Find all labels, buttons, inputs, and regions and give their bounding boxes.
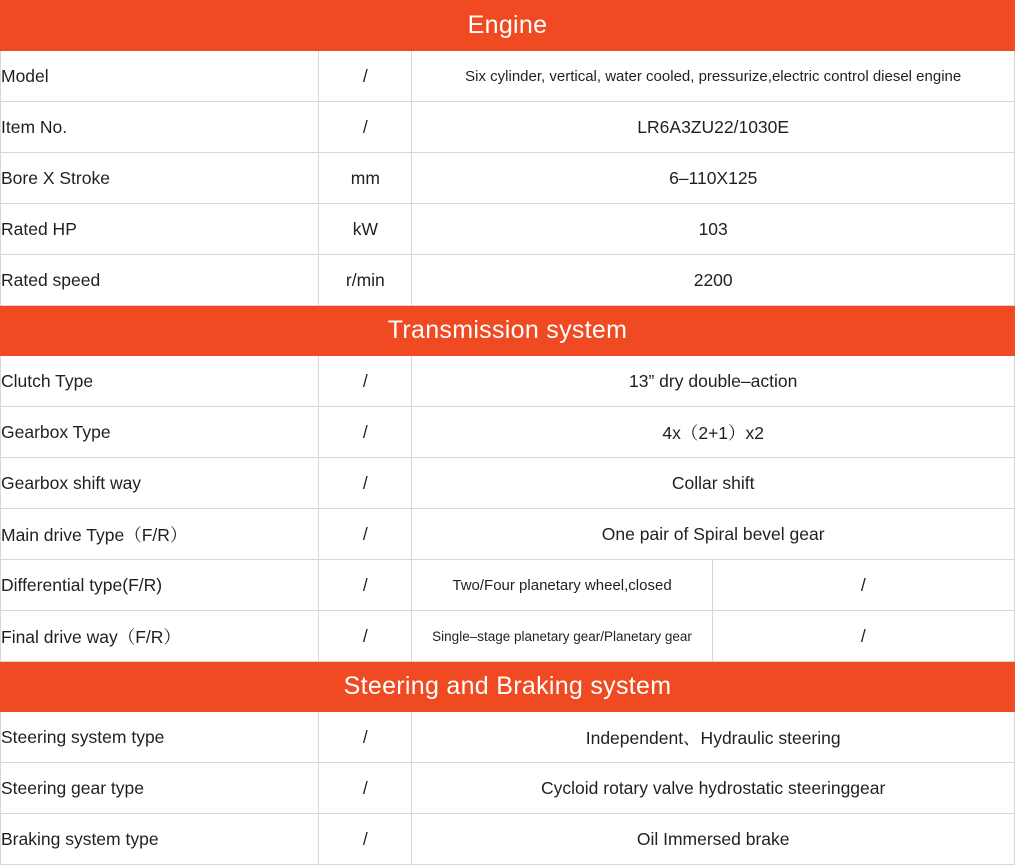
row-unit: mm bbox=[319, 153, 412, 204]
row-value: Two/Four planetary wheel,closed bbox=[412, 560, 712, 611]
row-value: Collar shift bbox=[412, 458, 1015, 509]
row-unit: / bbox=[319, 712, 412, 763]
section-heading: Transmission system bbox=[1, 306, 1015, 356]
row-unit: / bbox=[319, 814, 412, 865]
row-unit: / bbox=[319, 102, 412, 153]
table-row bbox=[1, 204, 1015, 255]
row-value: LR6A3ZU22/1030E bbox=[412, 102, 1015, 153]
row-value: 2200 bbox=[412, 255, 1015, 306]
row-value: 4x（2+1）x2 bbox=[412, 407, 1015, 458]
row-label: Final drive way（F/R） bbox=[1, 611, 319, 662]
table-row bbox=[1, 153, 1015, 204]
row-label: Clutch Type bbox=[1, 356, 319, 407]
row-label: Differential type(F/R) bbox=[1, 560, 319, 611]
table-row bbox=[1, 102, 1015, 153]
row-unit: / bbox=[319, 763, 412, 814]
table-row bbox=[1, 611, 1015, 662]
row-value: 6–110X125 bbox=[412, 153, 1015, 204]
row-label: Bore X Stroke bbox=[1, 153, 319, 204]
row-label: Model bbox=[1, 51, 319, 102]
row-unit: / bbox=[319, 560, 412, 611]
row-unit: / bbox=[319, 51, 412, 102]
row-value: One pair of Spiral bevel gear bbox=[412, 509, 1015, 560]
row-value: Single–stage planetary gear/Planetary gear bbox=[412, 611, 712, 662]
table-row bbox=[1, 458, 1015, 509]
table-row bbox=[1, 407, 1015, 458]
row-unit: r/min bbox=[319, 255, 412, 306]
section-heading-row bbox=[1, 1, 1015, 51]
table-row bbox=[1, 255, 1015, 306]
section-heading: Engine bbox=[1, 1, 1015, 51]
row-unit: / bbox=[319, 407, 412, 458]
table-row bbox=[1, 712, 1015, 763]
table-row bbox=[1, 51, 1015, 102]
section-heading: Steering and Braking system bbox=[1, 662, 1015, 712]
table-row bbox=[1, 560, 1015, 611]
table-row bbox=[1, 356, 1015, 407]
section-heading-row bbox=[1, 662, 1015, 712]
row-label: Item No. bbox=[1, 102, 319, 153]
section-heading-row bbox=[1, 306, 1015, 356]
row-label: Rated HP bbox=[1, 204, 319, 255]
row-label: Braking system type bbox=[1, 814, 319, 865]
table-row bbox=[1, 763, 1015, 814]
row-label: Gearbox shift way bbox=[1, 458, 319, 509]
row-unit: kW bbox=[319, 204, 412, 255]
row-value: Six cylinder, vertical, water cooled, pressurize,electric control diesel engine bbox=[412, 51, 1015, 102]
row-value: Oil Immersed brake bbox=[412, 814, 1015, 865]
row-value: Cycloid rotary valve hydrostatic steeringgear bbox=[412, 763, 1015, 814]
row-label: Steering gear type bbox=[1, 763, 319, 814]
row-unit: / bbox=[319, 356, 412, 407]
row-unit: / bbox=[319, 509, 412, 560]
row-value: 103 bbox=[412, 204, 1015, 255]
row-value: Independent、Hydraulic steering bbox=[412, 712, 1015, 763]
row-unit: / bbox=[319, 611, 412, 662]
table-row bbox=[1, 509, 1015, 560]
row-value: 13” dry double–action bbox=[412, 356, 1015, 407]
row-unit: / bbox=[319, 458, 412, 509]
row-label: Steering system type bbox=[1, 712, 319, 763]
row-label: Rated speed bbox=[1, 255, 319, 306]
row-label: Main drive Type（F/R） bbox=[1, 509, 319, 560]
row-value-secondary: / bbox=[712, 560, 1014, 611]
row-value-secondary: / bbox=[712, 611, 1014, 662]
specification-table-body bbox=[1, 1, 1015, 865]
row-label: Gearbox Type bbox=[1, 407, 319, 458]
